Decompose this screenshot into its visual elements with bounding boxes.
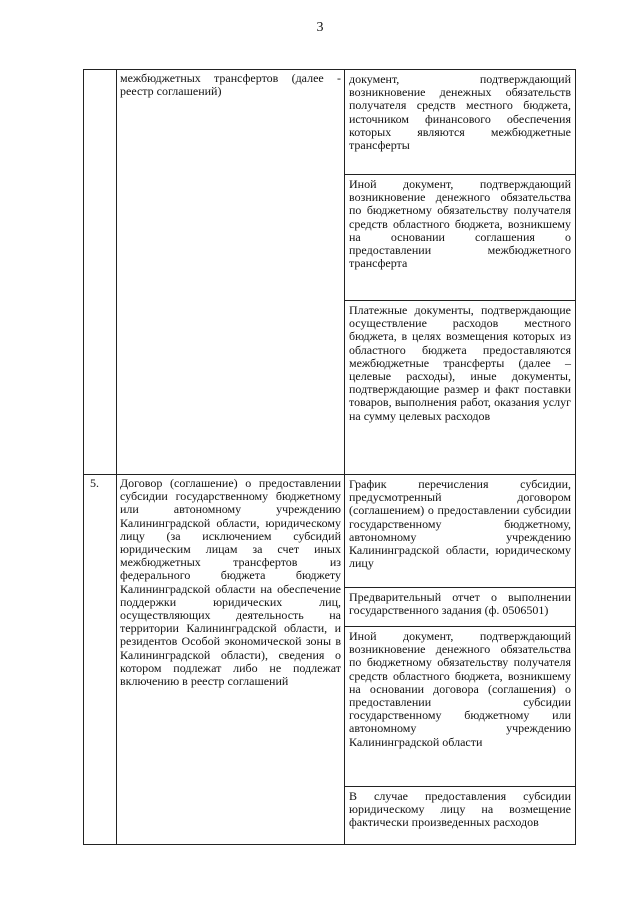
confirmation-item: Предварительный отчет о выполнении государственного задания (ф. 0506501)	[345, 588, 575, 627]
confirmation-item: документ, подтверждающий возникновение денежных обязательств получателя средств местного бюджета, источником финансового обеспечения которых являются межбюджетные трансферты	[345, 70, 575, 175]
confirmation-cell	[345, 70, 576, 475]
confirmation-cell	[345, 475, 576, 845]
row-number-cell: 5.	[84, 475, 117, 845]
table-row	[84, 70, 576, 475]
row-number-cell	[84, 70, 117, 475]
documents-table	[83, 69, 576, 845]
document-cell: Договор (соглашение) о предоставлении субсидии государственному бюджетному или автономному учреждению Калининградской области, юридическому лицу (за исключением субсидий юридическим лицам за счет иных межбюджетных трансфертов из федерального бюджета бюджету Калининградской области на обеспечение поддержки юридических лиц, осуществляющих деятельность на территории Калининградской области, и резидентов Особой экономической зоны в Калининградской области), сведения о котором подлежат либо не подлежат включению в реестр соглашений	[117, 475, 345, 845]
document-cell: межбюджетных трансфертов (далее - реестр соглашений)	[117, 70, 345, 475]
table-row	[84, 475, 576, 845]
confirmation-item: Иной документ, подтверждающий возникновение денежного обязательства по бюджетному обязательству получателя средств областного бюджета, возникшему на основании соглашения о предоставлении межбюджетного трансферта	[345, 175, 575, 301]
confirmation-item: Платежные документы, подтверждающие осуществление расходов местного бюджета, в целях возмещения которых из областного бюджета предоставляются межбюджетные трансферты (далее – целевые расходы), иные документы, подтверждающие размер и факт поставки товаров, выполнения работ, оказания услуг на сумму целевых расходов	[349, 303, 571, 423]
confirmation-item: Иной документ, подтверждающий возникновение денежного обязательства по бюджетному обязательству получателя средств областного бюджета, возникшему на основании договора (соглашения) о предоставлении субсидии государственному бюджетному или автономному учреждению Калининградской области	[345, 627, 575, 787]
page-number: 3	[316, 20, 324, 35]
confirmation-item: В случае предоставления субсидии юридическому лицу на возмещение фактически произведенных расходов	[349, 789, 571, 830]
confirmation-item: График перечисления субсидии, предусмотренный договором (соглашением) о предоставлении субсидии государственному бюджетному, автономному учреждению Калининградской области, юридическому лицу	[345, 475, 575, 588]
